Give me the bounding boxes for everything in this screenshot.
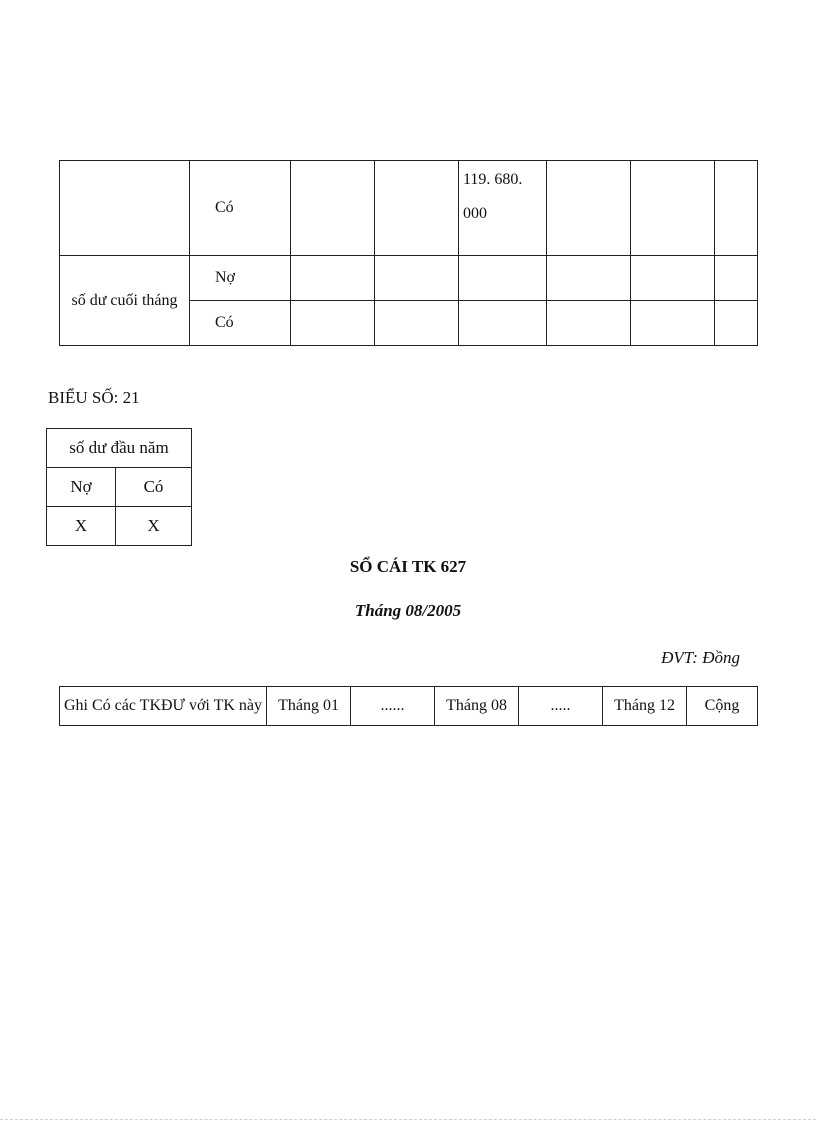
- debit-label-cell: Nợ: [190, 256, 291, 301]
- table-cell: [375, 256, 459, 301]
- table-cell: [715, 301, 758, 346]
- ellipsis-header: ......: [351, 687, 435, 726]
- opening-balance-table: [46, 428, 192, 546]
- table-row: [60, 687, 758, 726]
- table-row: [47, 468, 192, 507]
- table-row: [60, 256, 758, 301]
- table-cell: [459, 301, 547, 346]
- form-number: BIỂU SỐ: 21: [48, 388, 140, 407]
- monthly-ledger-table: [59, 686, 758, 726]
- table-cell: [291, 161, 375, 256]
- table-cell: [547, 161, 631, 256]
- page-edge-divider: [0, 1119, 816, 1120]
- credit-label-cell: Có: [190, 161, 291, 256]
- account-header: Ghi Có các TKĐƯ với TK này: [60, 687, 267, 726]
- credit-header: Có: [116, 468, 192, 507]
- table-cell: [631, 161, 715, 256]
- month-header: Tháng 12: [603, 687, 687, 726]
- table-row: [47, 507, 192, 546]
- opening-balance-header: số dư đầu năm: [47, 429, 192, 468]
- table-cell: [715, 161, 758, 256]
- table-row: [47, 429, 192, 468]
- debit-header: Nợ: [47, 468, 116, 507]
- ellipsis-header: .....: [519, 687, 603, 726]
- table-cell: [459, 256, 547, 301]
- table-cell: [547, 301, 631, 346]
- table-cell: [60, 161, 190, 256]
- table-cell: [631, 301, 715, 346]
- table-cell: [291, 256, 375, 301]
- ledger-title: SỔ CÁI TK 627: [349, 557, 467, 576]
- closing-balance-label: số dư cuối tháng: [60, 256, 190, 346]
- table-row: [60, 161, 758, 256]
- amount-cell: [459, 161, 547, 256]
- month-header: Tháng 08: [435, 687, 519, 726]
- table-cell: [291, 301, 375, 346]
- ledger-period: Tháng 08/2005: [354, 601, 462, 620]
- currency-unit: ĐVT: Đồng: [661, 648, 740, 667]
- month-header: Tháng 01: [267, 687, 351, 726]
- table-cell: [631, 256, 715, 301]
- ledger-fragment-table: [59, 160, 758, 346]
- table-cell: [375, 161, 459, 256]
- debit-value: X: [47, 507, 116, 546]
- table-cell: [547, 256, 631, 301]
- table-cell: [375, 301, 459, 346]
- table-cell: [715, 256, 758, 301]
- credit-label-cell: Có: [190, 301, 291, 346]
- amount-line-2: 000: [463, 205, 487, 222]
- total-header: Cộng: [687, 687, 758, 726]
- credit-value: X: [116, 507, 192, 546]
- amount-line-1: 119. 680.: [463, 171, 523, 188]
